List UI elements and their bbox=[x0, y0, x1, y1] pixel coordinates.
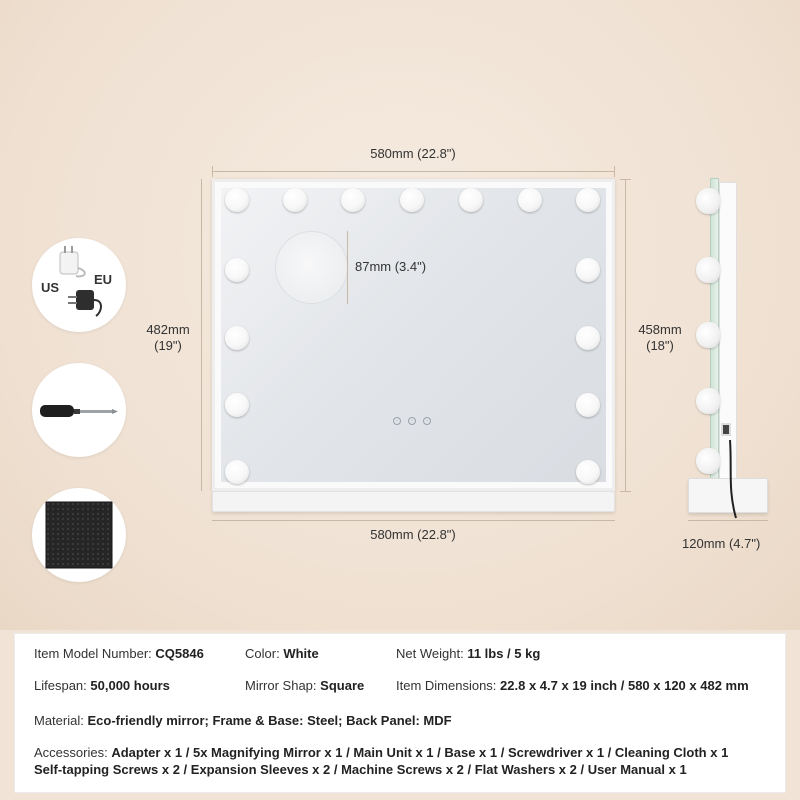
side-bulb-5 bbox=[696, 448, 720, 474]
bulb-left-4 bbox=[225, 460, 249, 484]
left-height-mm: 482mm bbox=[146, 322, 190, 337]
spec-lifespan-label: Lifespan: bbox=[34, 678, 87, 693]
spec-material-label: Material: bbox=[34, 713, 84, 728]
cleaning-cloth-circle bbox=[32, 488, 126, 582]
right-height-tick-bottom bbox=[620, 491, 631, 492]
touch-power-icon: ◦ bbox=[423, 417, 431, 425]
spec-accessories-line-2 bbox=[34, 762, 687, 777]
magnifier-dim-line bbox=[347, 231, 348, 304]
spec-weight-value: 11 lbs / 5 kg bbox=[467, 646, 541, 661]
touch-dimmer-icon: ◦ bbox=[408, 417, 416, 425]
bulb-right-3 bbox=[576, 393, 600, 417]
spec-weight-label: Net Weight: bbox=[396, 646, 464, 661]
spec-model bbox=[34, 646, 204, 661]
top-width-tick-left bbox=[212, 166, 213, 177]
spec-material bbox=[34, 713, 452, 728]
spec-shape-value: Square bbox=[320, 678, 365, 693]
bottom-width-line bbox=[212, 520, 615, 521]
side-bulb-1 bbox=[696, 188, 720, 214]
touch-light-icon: ◦ bbox=[393, 417, 401, 425]
power-cable bbox=[726, 440, 742, 520]
spec-color-value: White bbox=[283, 646, 319, 661]
spec-shape bbox=[245, 678, 364, 693]
spec-material-value: Eco-friendly mirror; Frame & Base: Steel; Back Panel: MDF bbox=[87, 713, 452, 728]
side-bulb-3 bbox=[696, 322, 720, 348]
bulb-top-4 bbox=[400, 188, 424, 212]
top-width-tick-right bbox=[614, 166, 615, 177]
right-height-mm: 458mm bbox=[638, 322, 682, 337]
adapter-circle bbox=[32, 238, 126, 332]
bulb-right-4 bbox=[576, 460, 600, 484]
left-height-in: (19") bbox=[154, 338, 182, 353]
mirror-front bbox=[212, 179, 615, 491]
bulb-top-1 bbox=[225, 188, 249, 212]
side-bulb-4 bbox=[696, 388, 720, 414]
magnifier-dim-label: 87mm (3.4") bbox=[355, 259, 427, 274]
spec-accessories bbox=[34, 745, 728, 760]
right-height-tick-top bbox=[620, 179, 631, 180]
spec-weight bbox=[396, 646, 540, 661]
magnifying-mirror bbox=[275, 231, 348, 304]
spec-accessories-value-1: Adapter x 1 / 5x Magnifying Mirror x 1 / Main Unit x 1 / Base x 1 / Screwdriver x 1 / Cleaning Cloth x 1 bbox=[111, 745, 729, 760]
plug-us-label: US bbox=[41, 280, 60, 295]
bulb-top-6 bbox=[518, 188, 542, 212]
spec-item-dimensions-value: 22.8 x 4.7 x 19 inch / 580 x 120 x 482 mm bbox=[500, 678, 749, 693]
spec-item-dimensions-label: Item Dimensions: bbox=[396, 678, 497, 693]
bulb-top-7 bbox=[576, 188, 600, 212]
bulb-left-3 bbox=[225, 393, 249, 417]
right-height-line bbox=[625, 179, 626, 491]
depth-label: 120mm (4.7") bbox=[682, 536, 761, 551]
spec-model-label: Item Model Number: bbox=[34, 646, 152, 661]
bulb-top-5 bbox=[459, 188, 483, 212]
bottom-width-label: 580mm (22.8") bbox=[370, 527, 456, 542]
spec-shape-label: Mirror Shap: bbox=[245, 678, 317, 693]
top-width-label: 580mm (22.8") bbox=[370, 146, 456, 161]
top-width-line bbox=[212, 171, 615, 172]
bulb-left-2 bbox=[225, 326, 249, 350]
mirror-glass bbox=[221, 188, 606, 482]
screwdriver-circle bbox=[32, 363, 126, 457]
depth-line bbox=[688, 520, 768, 521]
left-height-line bbox=[201, 179, 202, 491]
spec-lifespan bbox=[34, 678, 170, 693]
spec-color bbox=[245, 646, 319, 661]
plug-eu-label: EU bbox=[94, 272, 113, 287]
cleaning-cloth-icon bbox=[32, 488, 126, 582]
side-frame bbox=[719, 182, 737, 482]
bulb-top-2 bbox=[283, 188, 307, 212]
side-bulb-2 bbox=[696, 257, 720, 283]
bulb-left-1 bbox=[225, 258, 249, 282]
usb-port-icon bbox=[721, 423, 731, 436]
spec-accessories-label: Accessories: bbox=[34, 745, 108, 760]
screwdriver-icon bbox=[32, 363, 126, 457]
spec-item-dimensions bbox=[396, 678, 749, 693]
spec-model-value: CQ5846 bbox=[155, 646, 204, 661]
mirror-base bbox=[212, 491, 615, 512]
spec-color-label: Color: bbox=[245, 646, 280, 661]
spec-accessories-value-2: Self-tapping Screws x 2 / Expansion Sleeves x 2 / Machine Screws x 2 / Flat Washers x 2 / User Manual x 1 bbox=[34, 762, 687, 777]
bulb-right-1 bbox=[576, 258, 600, 282]
bulb-top-3 bbox=[341, 188, 365, 212]
right-height-in: (18") bbox=[646, 338, 674, 353]
bulb-right-2 bbox=[576, 326, 600, 350]
spec-lifespan-value: 50,000 hours bbox=[90, 678, 170, 693]
